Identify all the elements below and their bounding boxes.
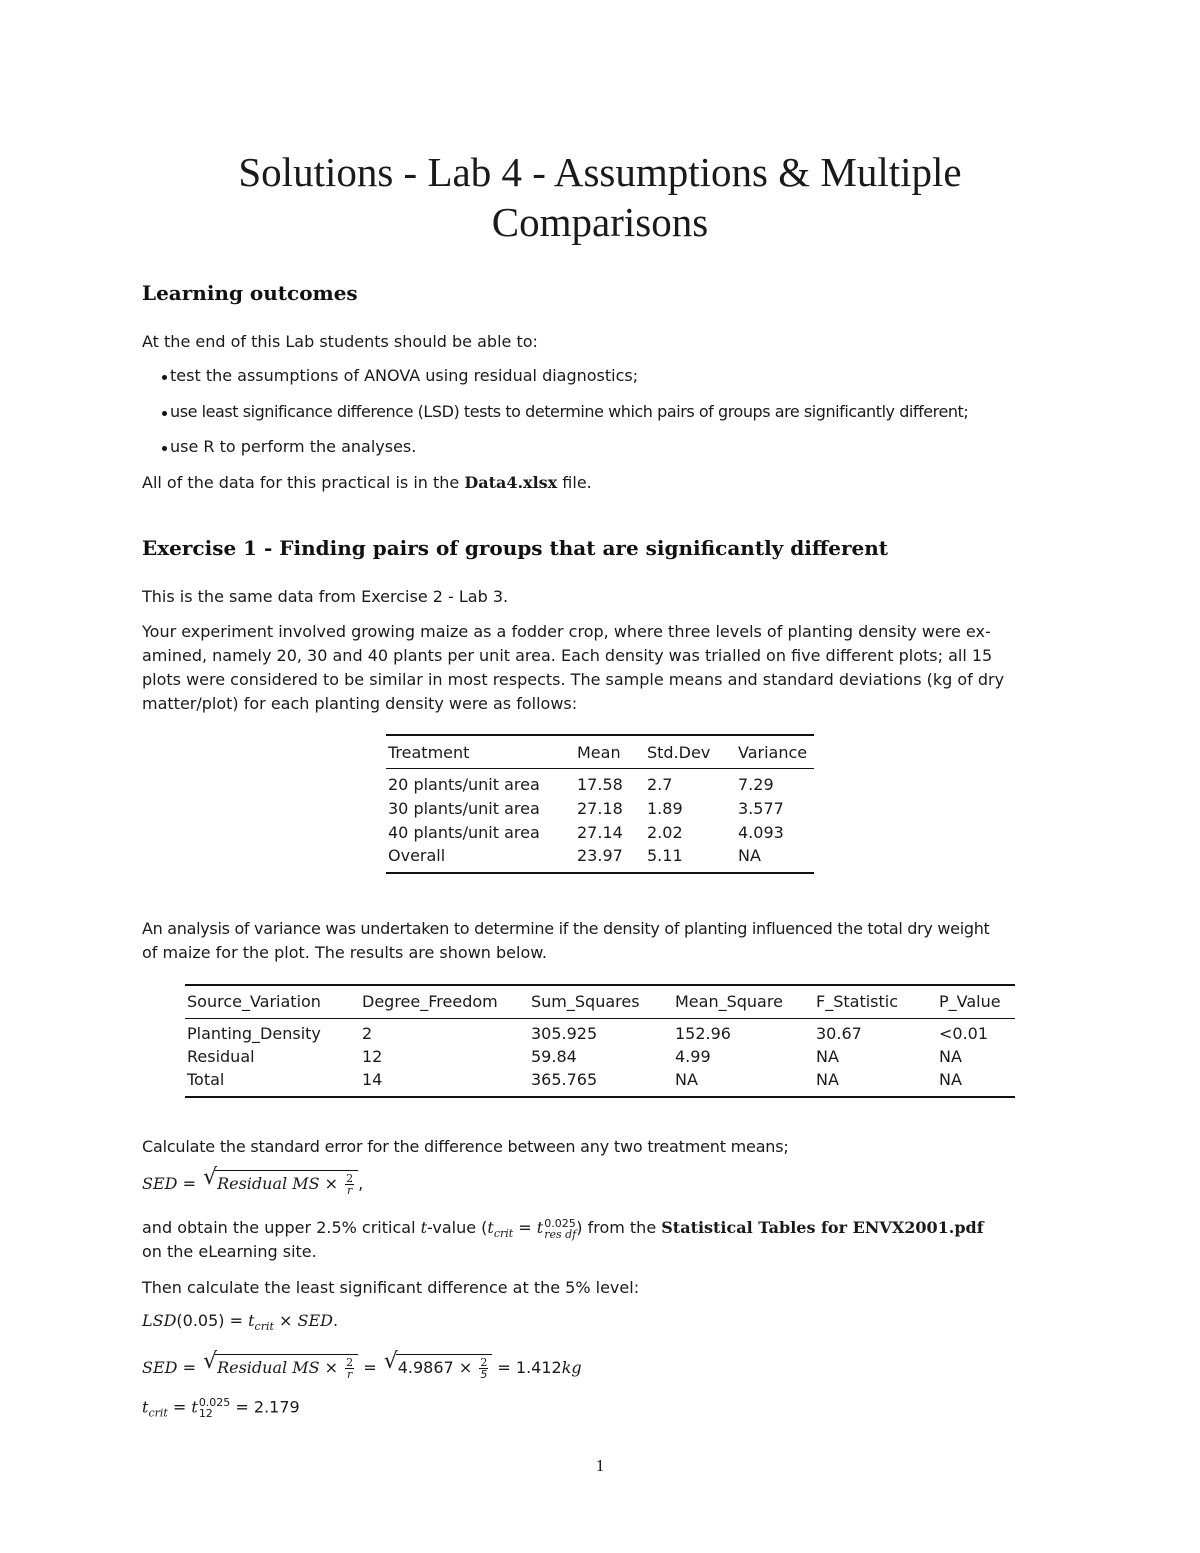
table-cell: NA xyxy=(816,1070,839,1089)
table-header-cell: Source_Variation xyxy=(187,992,321,1011)
table-header-cell: Treatment xyxy=(388,743,470,762)
table-cell: 27.14 xyxy=(577,823,623,842)
document-title-line-1: Solutions - Lab 4 - Assumptions & Multiple xyxy=(238,149,962,195)
page-number: 1 xyxy=(595,1456,605,1475)
table-header-rule xyxy=(386,768,814,769)
table-header-cell: Variance xyxy=(738,743,808,762)
exercise-1-paragraph-2-line-2: amined, namely 20, 30 and 40 plants per unit area. Each density was trialled on five different plots; all 15 xyxy=(142,646,993,665)
exercise-1-paragraph-5-line-1: and obtain the upper 2.5% critical t-value ($t_{crit} = t$ 0.025 res df ) from the Statistical Tables for ENVX2001.pdf xyxy=(142,1216,984,1241)
table-cell: 305.925 xyxy=(531,1024,598,1043)
table-header-cell: Mean_Square xyxy=(675,992,783,1011)
table-top-rule xyxy=(386,734,814,736)
exercise-1-paragraph-5-line-2: on the eLearning site. xyxy=(142,1242,317,1261)
table-cell: 23.97 xyxy=(577,846,623,865)
table-header-rule xyxy=(185,1018,1015,1019)
list-item: use least significance difference (LSD) tests to determine which pairs of groups are significantly different; xyxy=(170,402,968,421)
table-header-cell: Sum_Squares xyxy=(531,992,640,1011)
table-top-rule xyxy=(185,984,1015,986)
table-cell: 30 plants/unit area xyxy=(388,799,540,818)
table-header-cell: Std.Dev xyxy=(647,743,711,762)
table-cell: NA xyxy=(675,1070,698,1089)
table-cell: 20 plants/unit area xyxy=(388,775,540,794)
table-cell: 17.58 xyxy=(577,775,623,794)
statistical-tables-file-name: Statistical Tables for ENVX2001.pdf xyxy=(661,1218,984,1237)
table-header-cell: Mean xyxy=(577,743,621,762)
table-cell: Overall xyxy=(388,846,446,865)
table-cell: NA xyxy=(939,1070,962,1089)
exercise-1-paragraph-2-line-1: Your experiment involved growing maize as a fodder crop, where three levels of planting density were ex- xyxy=(142,622,991,641)
table-cell: Total xyxy=(187,1070,225,1089)
exercise-1-paragraph-2-line-3: plots were considered to be similar in most respects. The sample means and standard deviations (kg of dry xyxy=(142,670,1005,689)
exercise-1-heading: Exercise 1 - Finding pairs of groups that are significantly different xyxy=(142,536,889,560)
bullet-icon xyxy=(162,375,167,380)
exercise-1-paragraph-3-line-2: of maize for the plot. The results are shown below. xyxy=(142,943,547,962)
table-cell: 14 xyxy=(362,1070,383,1089)
learning-outcomes-heading: Learning outcomes xyxy=(142,281,358,305)
table-cell: 365.765 xyxy=(531,1070,598,1089)
table-cell: 5.11 xyxy=(647,846,683,865)
table-cell: 2 xyxy=(362,1024,373,1043)
t-critical-value: $t_{crit} = t$ 0.025 12 = 2.179 xyxy=(142,1396,300,1420)
table-cell: 152.96 xyxy=(675,1024,731,1043)
list-item: use R to perform the analyses. xyxy=(170,437,416,456)
table-cell: 4.093 xyxy=(738,823,784,842)
exercise-1-paragraph-3-line-1: An analysis of variance was undertaken to determine if the density of planting influenced the total dry weight xyxy=(142,919,990,938)
table-cell: Residual xyxy=(187,1047,255,1066)
table-bottom-rule xyxy=(386,872,814,874)
table-cell: 59.84 xyxy=(531,1047,577,1066)
table-cell: NA xyxy=(738,846,761,865)
table-cell: 2.7 xyxy=(647,775,673,794)
table-cell: Planting_Density xyxy=(187,1024,321,1043)
table-cell: 2.02 xyxy=(647,823,683,842)
sed-computation: SED = √ Residual MS × $\frac{2}{r}$ = √ 4.9867 × $\frac{2}{5}$ = 1.412kg xyxy=(142,1349,582,1381)
exercise-1-paragraph-4: Calculate the standard error for the difference between any two treatment means; xyxy=(142,1137,789,1156)
table-header-cell: Degree_Freedom xyxy=(362,992,498,1011)
table-cell: NA xyxy=(939,1047,962,1066)
list-item: test the assumptions of ANOVA using residual diagnostics; xyxy=(170,366,638,385)
sed-formula: SED = √ Residual MS × $\frac{2}{r}$ , xyxy=(142,1165,364,1197)
data-note: All of the data for this practical is in the Data4.xlsx file. xyxy=(142,473,592,492)
table-cell: 1.89 xyxy=(647,799,683,818)
table-cell: NA xyxy=(816,1047,839,1066)
table-cell: 30.67 xyxy=(816,1024,862,1043)
data-file-name: Data4.xlsx xyxy=(464,473,558,492)
exercise-1-paragraph-2-line-4: matter/plot) for each planting density were as follows: xyxy=(142,694,578,713)
table-bottom-rule xyxy=(185,1096,1015,1098)
table-cell: 7.29 xyxy=(738,775,774,794)
bullet-icon xyxy=(162,411,167,416)
table-cell: <0.01 xyxy=(939,1024,989,1043)
bullet-icon xyxy=(162,446,167,451)
table-header-cell: F_Statistic xyxy=(816,992,899,1011)
table-cell: 12 xyxy=(362,1047,383,1066)
table-cell: 40 plants/unit area xyxy=(388,823,540,842)
exercise-1-paragraph-1: This is the same data from Exercise 2 - Lab 3. xyxy=(142,587,509,606)
learning-intro: At the end of this Lab students should be able to: xyxy=(142,332,538,351)
exercise-1-paragraph-6: Then calculate the least significant difference at the 5% level: xyxy=(142,1278,640,1297)
table-cell: 4.99 xyxy=(675,1047,711,1066)
table-cell: 27.18 xyxy=(577,799,623,818)
document-title-line-2: Comparisons xyxy=(491,199,709,245)
table-header-cell: P_Value xyxy=(939,992,1001,1011)
lsd-formula: $LSD(0.05) = t_{crit}$ × SED. xyxy=(142,1311,339,1333)
table-cell: 3.577 xyxy=(738,799,784,818)
